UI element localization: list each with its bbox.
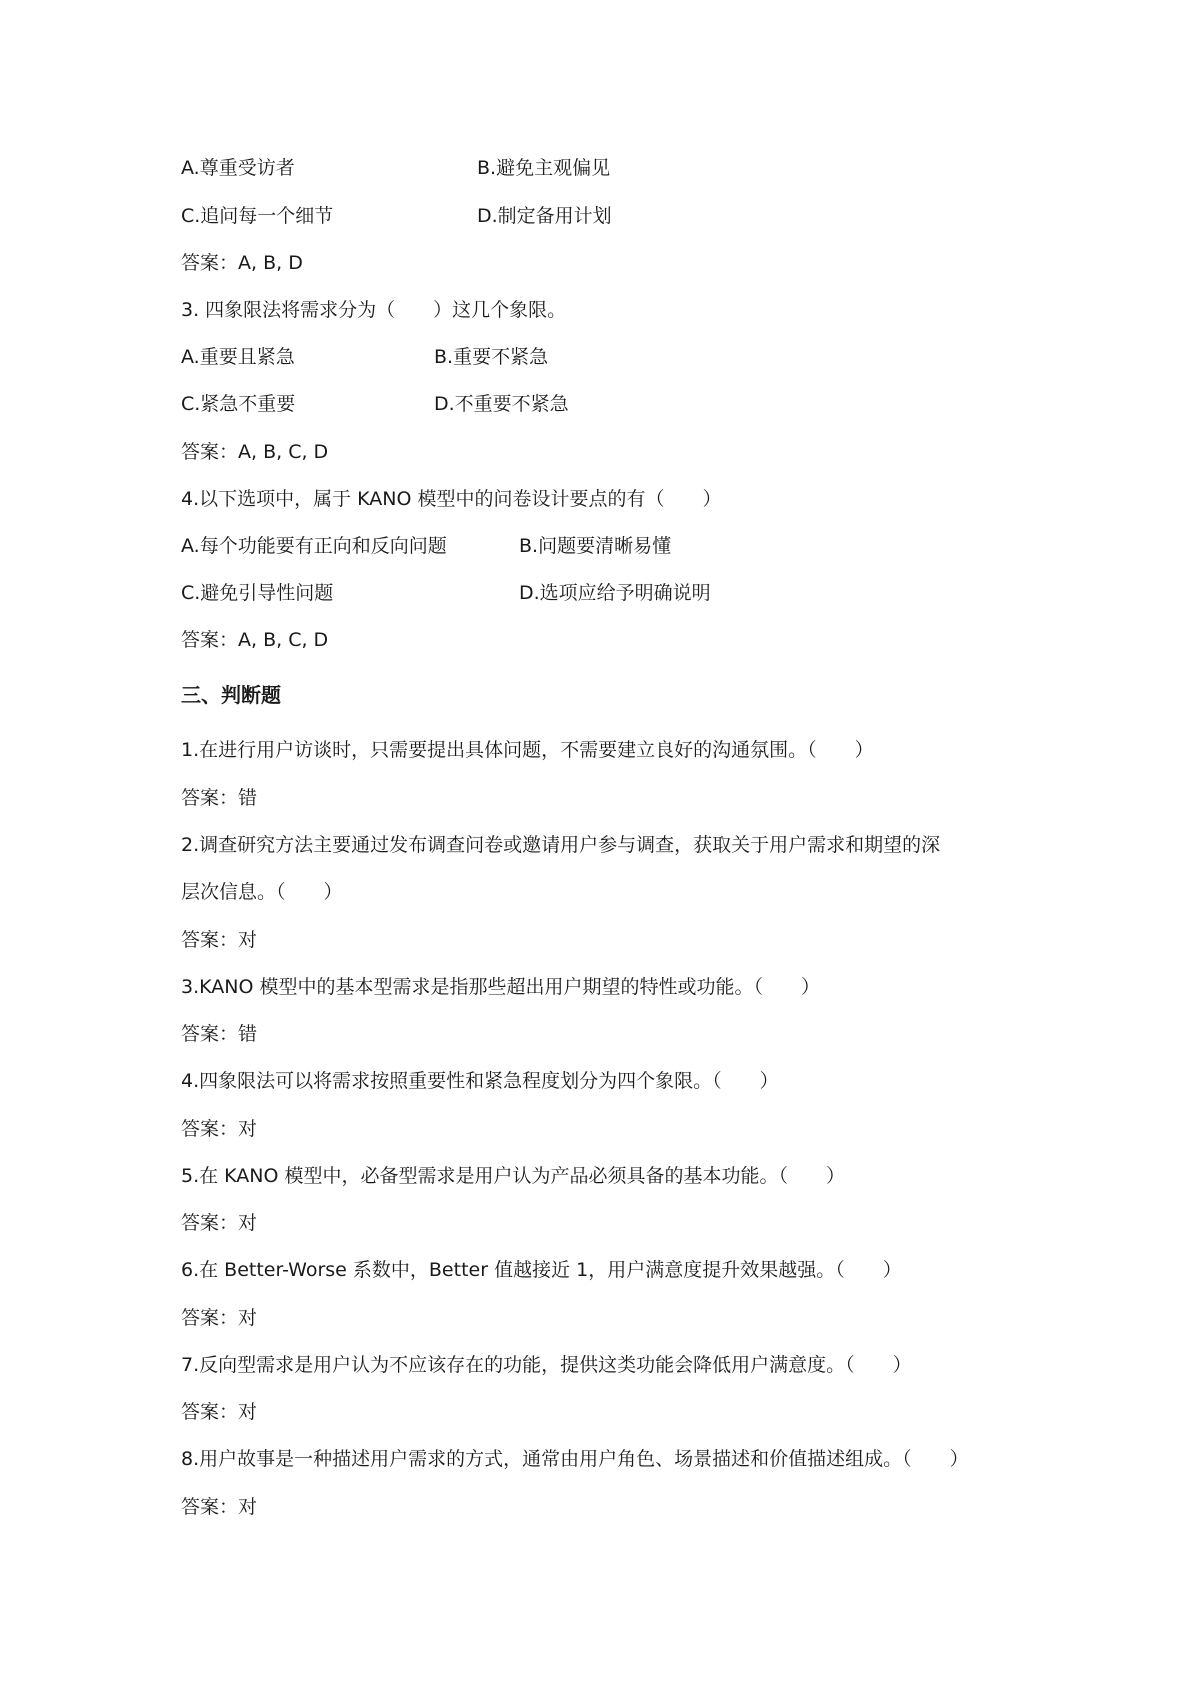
tf-question-2-continued: 层次信息。（ ）: [181, 881, 343, 903]
q4-option-row-2: [181, 580, 711, 606]
tf-answer-8: 答案：对: [181, 1496, 258, 1518]
tf-answer-2: 答案：对: [181, 929, 258, 951]
q3-answer: 答案：A, B, C, D: [181, 441, 329, 463]
q4-option-d: D.选项应给予明确说明: [519, 582, 711, 604]
tf-question-5: 5.在 KANO 模型中，必备型需求是用户认为产品必须具备的基本功能。（ ）: [181, 1165, 845, 1187]
tf-question-3: 3.KANO 模型中的基本型需求是指那些超出用户期望的特性或功能。（ ）: [181, 976, 820, 998]
tf-answer-4: 答案：对: [181, 1118, 258, 1140]
q3-option-a: A.重要且紧急: [181, 346, 295, 368]
q3-option-c: C.紧急不重要: [181, 393, 296, 415]
q2-option-d: D.制定备用计划: [477, 205, 612, 227]
tf-question-2: 2.调查研究方法主要通过发布调查问卷或邀请用户参与调查，获取关于用户需求和期望的深: [181, 834, 941, 856]
tf-answer-7: 答案：对: [181, 1401, 258, 1423]
tf-question-7: 7.反向型需求是用户认为不应该存在的功能，提供这类功能会降低用户满意度。（ ）: [181, 1354, 912, 1376]
tf-answer-6: 答案：对: [181, 1307, 258, 1329]
q2-answer: 答案：A, B, D: [181, 252, 303, 274]
q4-option-c: C.避免引导性问题: [181, 582, 334, 604]
q3-option-row-1: [181, 344, 549, 370]
tf-question-1: 1.在进行用户访谈时，只需要提出具体问题，不需要建立良好的沟通氛围。（ ）: [181, 739, 874, 761]
q2-option-c: C.追问每一个细节: [181, 205, 334, 227]
tf-question-8: 8.用户故事是一种描述用户需求的方式，通常由用户角色、场景描述和价值描述组成。（ ）: [181, 1448, 969, 1470]
q4-question: 4.以下选项中，属于 KANO 模型中的问卷设计要点的有（ ）: [181, 488, 722, 510]
q3-option-d: D.不重要不紧急: [434, 393, 569, 415]
section-heading-true-false: 三、判断题: [181, 683, 281, 707]
q3-option-b: B.重要不紧急: [434, 346, 549, 368]
tf-question-4: 4.四象限法可以将需求按照重要性和紧急程度划分为四个象限。（ ）: [181, 1070, 779, 1092]
q2-option-row-1: [181, 155, 611, 181]
q4-option-row-1: [181, 533, 672, 559]
q3-option-row-2: [181, 391, 569, 417]
q4-answer: 答案：A, B, C, D: [181, 629, 329, 651]
tf-answer-1: 答案：错: [181, 787, 258, 809]
q2-option-a: A.尊重受访者: [181, 157, 295, 179]
tf-question-6: 6.在 Better-Worse 系数中，Better 值越接近 1，用户满意度提升效果越强。（ ）: [181, 1259, 902, 1281]
q2-option-b: B.避免主观偏见: [477, 157, 611, 179]
q4-option-a: A.每个功能要有正向和反向问题: [181, 535, 447, 557]
tf-answer-5: 答案：对: [181, 1212, 258, 1234]
q4-option-b: B.问题要清晰易懂: [519, 535, 672, 557]
tf-answer-3: 答案：错: [181, 1023, 258, 1045]
q2-option-row-2: [181, 203, 612, 229]
q3-question: 3. 四象限法将需求分为（ ）这几个象限。: [181, 299, 567, 321]
